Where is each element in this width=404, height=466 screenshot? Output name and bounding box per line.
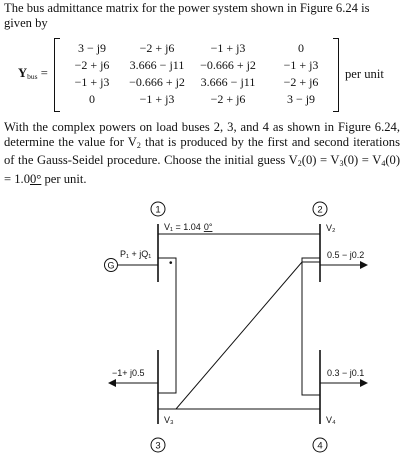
bus1-number: 1 [155, 204, 161, 216]
matrix-cell: −1 + j3 [210, 41, 246, 55]
question-text: With the complex powers on load buses 2, 3, and 4 as shown in Figure 6.24, determine the value for $V_2$ that is produced by the first and second iterations of the Gauss-Seidel procedure. Choose the initial guess $V_2(0) = V_3(0) = V_4(0) = 1.00^\circ$ per unit. [4, 120, 401, 186]
bus3-number: 3 [155, 440, 161, 452]
matrix-cell: 3 − j9 [77, 41, 107, 55]
intro-text: The bus admittance matrix for the power system shown in Figure 6.24 is given by [4, 1, 370, 31]
matrix-cell: −2 + j6 [283, 75, 319, 89]
matrix-cell: −2 + j6 [74, 58, 110, 72]
matrix-cell: −1 + j3 [283, 58, 319, 72]
ybus-label: $Y_{bus}$ = [18, 66, 48, 81]
line-1-3 [158, 258, 176, 393]
bus4-load-arrow-icon [360, 379, 368, 387]
bus2-number: 2 [317, 204, 323, 216]
bus4-number: 4 [317, 440, 323, 452]
matrix-cell: −2 + j6 [139, 41, 175, 55]
matrix-cell: 0 [89, 92, 95, 106]
bus1-voltage-label: V₁ = 1.04 0° [164, 222, 213, 232]
dot-mark: • [169, 258, 173, 269]
bus3-voltage-label: V₃ [164, 415, 174, 425]
matrix-cell: −0.666 + j2 [200, 58, 256, 72]
line-2-4 [302, 258, 320, 395]
matrix-cell: 3.666 − j11 [200, 75, 256, 89]
bus2-load-label: 0.5 − j0.2 [327, 250, 365, 260]
bus2-load-arrow-icon [360, 261, 368, 269]
matrix-cell: −2 + j6 [210, 92, 246, 106]
bus3-load-arrow-icon [108, 379, 116, 387]
matrix-cell: −1 + j3 [74, 75, 110, 89]
bus3-load-label: −1+ j0.5 [112, 368, 145, 378]
matrix-cell: 0 [298, 41, 304, 55]
matrix-cell: 3.666 − j11 [129, 58, 185, 72]
matrix-cell: 3 − j9 [286, 92, 316, 106]
line-3-2 [158, 262, 320, 409]
generator-power-label: P₁ + jQ₁ [120, 249, 152, 259]
generator-symbol: G [107, 260, 115, 271]
matrix-cell: −1 + j3 [139, 92, 175, 106]
unit-label: per unit [345, 67, 384, 81]
matrix-cell: −0.666 + j2 [129, 75, 185, 89]
bus4-load-label: 0.3 − j0.1 [327, 368, 365, 378]
bus2-voltage-label: V₂ [326, 223, 336, 233]
bus4-voltage-label: V₄ [326, 415, 336, 425]
